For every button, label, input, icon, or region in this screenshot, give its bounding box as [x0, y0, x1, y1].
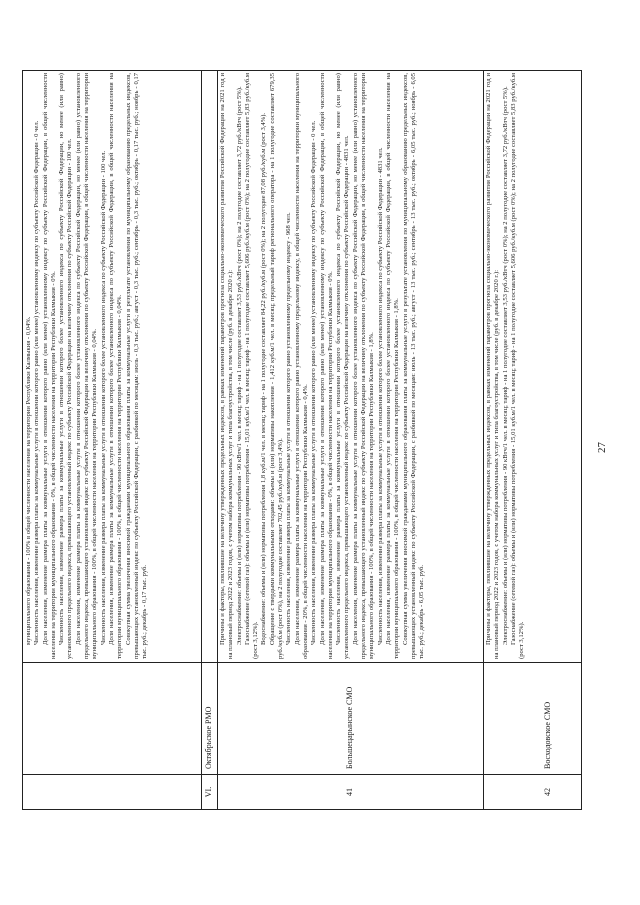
paragraph: Доля населения, изменение размера платы за коммунальные услуги в отношении которого более установленного индекса по субъекту Российской Федерации, в общей численности населения на территории муниципального образования - 100%, в общей численности населения на территории Республики Калмыкия - 0,04%. [107, 73, 124, 659]
paragraph: муниципального образования - 100% в общей численности населения на территории Республики Калмыкия - 0,04%. [25, 316, 32, 645]
paragraph: Газоснабжение (сетевой газ): объемы и (или) нормативы потребления - 15,01 куб.м/1 чел. в месяц; тариф - на 1 полугодие составляет 5,606 руб./куб.м (рост 0%); на 2 полугодие составляет 5,83 руб./куб.м (рост 3,12%). [509, 73, 526, 659]
row-border [201, 71, 202, 809]
paragraph: Доля населения, изменение размера платы за коммунальные услуги в отношении которого равно (или менее) установленному индексу по субъекту Российской Федерации, в общей численности населения на территории муниципального образования - 0%, в общей численности населения на территории Республики Калмыкия - 0%. [318, 73, 334, 659]
paragraph: Численность населения, изменение размера платы за коммунальные услуги в отношении которого равно (или менее) установленному индексу по субъекту Российской Федерации - 0 чел. [33, 120, 41, 645]
row-41-text [217, 69, 483, 663]
paragraph: Газоснабжение (сетевой газ): объемы и (или) нормативы потребления - 15,01 куб.м/1 чел. в месяц; тариф - на 1 полугодие составляет 5,606 руб./куб.м (рост 0%); на 2 полугодие составляет 5,83 руб./куб.м (рост 3,12%). [243, 73, 260, 659]
paragraph: Численность населения, изменение размера платы за коммунальные услуги в отношении которого более установленного индекса по субъекту Российской Федерации - 100 чел. [99, 150, 107, 645]
paragraph: Совокупная сумма увеличения вносимой гражданами муниципального образования платы за коммунальные услуги в результате установления по муниципальному образованию предельных индексов, превышающих установленный индекс по субъекту Российской Федерации, с разбивкой по месяцам: июль - 0,3 тыс. руб.; август - 0,3 тыс. руб.; сентябрь - 0,3 тыс. руб.; октябрь - 0,17 тыс. руб.; ноябрь - 0,17 тыс. руб.; декабрь - 0,17 тыс. руб. [124, 73, 149, 659]
paragraph: Совокупная сумма увеличения вносимой гражданами муниципального образования платы за коммунальные услуги в результате установления по муниципальному образованию предельных индексов, превышающих установленный индекс по субъекту Российской Федерации, с разбивкой по месяцам: июль - 13 тыс. руб.; август - 13 тыс. руб.; сентябрь - 13 тыс. руб.; октябрь - 6,05 тыс. руб.; ноябрь - 6,05 тыс. руб.; декабрь - 6,05 тыс. руб. [401, 73, 426, 659]
index-table [22, 70, 582, 810]
paragraph: Численность населения, изменение размера платы за коммунальные услуги в отношении которого более установленного индекса по субъекту Российской Федерации, но менее (или равно) установленного предельного индекса, превышающего установленный индекс по субъекту Российской Федерации на величину отклонения по субъекту Российской Федерации - 4831 чел. [335, 73, 351, 659]
municipality-name: Большецарынское СМО [345, 686, 354, 769]
row-number: 42 [543, 788, 552, 796]
page-number: 27 [596, 442, 608, 453]
municipality-name: Восходовское СМО [543, 701, 552, 769]
paragraph: Причины и факторы, повлиявшие на величину утвержденных предельных индексов, в рамках изменений параметров прогноза социально-экономического развития Российской Федерации на 2021 год и на плановый период 2022 и 2023 годов, с учетом набора коммунальных услуг и типа благоустройства, в том числе (руб. в декабре 2020 г.): [219, 73, 235, 659]
paragraph: Причины и факторы, повлиявшие на величину утвержденных предельных индексов, в рамках изменений параметров прогноза социально-экономического развития Российской Федерации на 2021 год и на плановый период 2022 и 2023 годов, с учетом набора коммунальных услуг и типа благоустройства, в том числе (руб. в декабре 2020 г.): [485, 73, 501, 659]
row-42-text [483, 69, 581, 663]
column-border [23, 774, 581, 775]
paragraph: Численность населения, изменение размера платы за коммунальные услуги в отношении которого равно установленному предельному индексу - 968 чел. [285, 212, 293, 645]
paragraph: Доля населения, изменение размера платы за коммунальные услуги в отношении которого более установленного индекса по субъекту Российской Федерации, в общей численности населения на территории муниципального образования - 100%, в общей численности населения на территории Республики Калмыкия - 1,8%. [384, 73, 401, 659]
paragraph: Численность населения, изменение размера платы за коммунальные услуги в отношении которого более установленного индекса по субъекту Российской Федерации, но менее (или равно) установленного предельного индекса, превышающего установленный индекс по субъекту Российской Федерации на величину отклонения по субъекту Российской Федерации - 100 чел. [58, 73, 74, 659]
section-name: Октябрьское РМО [204, 706, 213, 769]
paragraph: Электроснабжение: объемы и (или) нормативы потребления - 90 кВтч/1 чел. в месяц; тариф - на 1 полугодие составляет 3,53 руб./кВтч (рост 0%); на 2 полугодие составляет 3,72 руб./кВтч (рост 5%). [235, 86, 243, 645]
paragraph: Доля населения, изменение размера платы за коммунальные услуги в отношении которого равно (или менее) установленному индексу по субъекту Российской Федерации, в общей численности населения на территории муниципального образования - 0%, в общей численности населения на территории Республики Калмыкия - 0%. [41, 73, 57, 659]
paragraph: Обращение с твердыми коммунальными отходами: объемы и (или) нормативы накопления - 1,412 куб.м/1 чел. в месяц; предельный тариф регионального оператора - на 1 полугодие составляет 679,35 руб./куб.м (рост 0%), на 2 полугодие составляет 702,45 руб./куб.м (рост 3,4%). [268, 73, 285, 659]
section-number: VI. [204, 786, 213, 798]
paragraph: Доля населения, изменение размера платы за коммунальные услуги в отношении которого более установленного индекса по субъекту Российской Федерации, но менее (или равно) установленного предельного индекса, превышающего установленный индекс по субъекту Российской Федерации на величину отклонения по субъекту Российской Федерации, в общей численности населения на территории муниципального образования - 100%, в общей численности населения на территории Республики Калмыкия - 0,04%. [74, 73, 99, 659]
paragraph: Водоснабжение: объемы и (или) нормативы потребления 1,8 куб.м/1 чел. в месяц; тариф - на 1 полугодие составляет 84,22 руб./куб.м (рост 0%); на 2 полугодие 87,08 руб./куб.м (рост 3,4%). [260, 112, 268, 645]
row-number: 41 [345, 788, 354, 796]
continuation-text [23, 69, 201, 663]
paragraph: Численность населения, изменение размера платы за коммунальные услуги в отношении которого более установленного индекса по субъекту Российской Федерации - 4831 чел. [376, 147, 384, 645]
paragraph: Доля населения, изменение размера платы за коммунальные услуги в отношении которого равно установленному предельному индексу, в общей численности населения на территории муниципального образования - 20%, в общей численности населения на территории Республики Калмыкия - 0,4%. [293, 73, 309, 659]
paragraph: Численность населения, изменение размера платы за коммунальные услуги в отношении которого равно (или менее) установленному индексу по субъекту Российской Федерации - 0 чел. [310, 120, 318, 645]
paragraph: Электроснабжение: объемы и (или) нормативы потребления - 90 кВтч/1 чел. в месяц; тариф - на 1 полугодие составляет 3,53 руб./кВтч (рост 0%); на 2 полугодие составляет 3,72 руб./кВтч (рост 5%). [501, 86, 509, 645]
paragraph: Доля населения, изменение размера платы за коммунальные услуги в отношении которого более установленного индекса по субъекту Российской Федерации, но менее (или равно) установленного предельного индекса, превышающего установленный индекс по субъекту Российской Федерации на величину отклонения по субъекту Российской Федерации, в общей численности населения на территории муниципального образования - 100%, в общей численности населения на территории Республики Калмыкия - 1,8%. [351, 73, 376, 659]
